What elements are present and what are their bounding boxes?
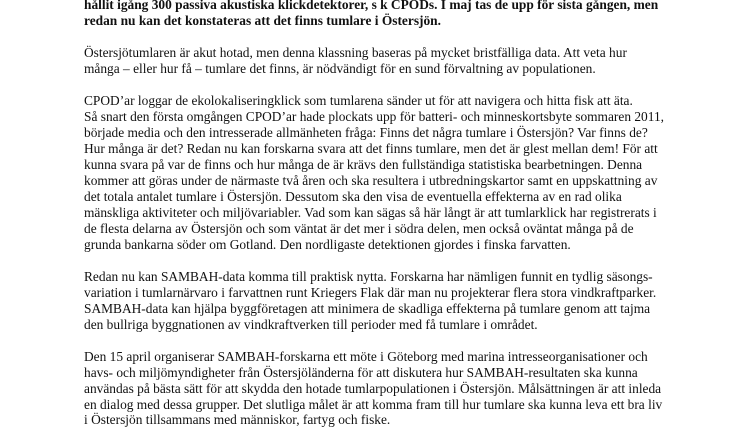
paragraph-3-line-4: den bullriga byggnationen av vindkraftverken till perioder med få tumlare i området. [84, 317, 538, 332]
paragraph-2-line-4: Hur många är det? Redan nu kan forskarna svara att det finns tumlare, men det är glest mellan dem! För att [84, 141, 658, 156]
paragraph-2-line-3: började media och den intresserade allmänheten fråga: Finns det några tumlare i Östersjön? Var finns de? [84, 125, 648, 140]
paragraph-2-line-6: kommer att göras under de närmaste två åren och ska resultera i utbredningskartor samt en uppskattning av [84, 173, 658, 188]
paragraph-2-line-8: mänskliga aktiviteter och miljövariabler. Vad som kan sägas så här långt är att tumlarklick har registrerats i [84, 205, 657, 220]
intro-line-2: redan nu kan det konstateras att det finns tumlare i Östersjön. [84, 13, 441, 28]
paragraph-4-line-1: Den 15 april organiserar SAMBAH-forskarna ett möte i Göteborg med marina intresseorganisationer och [84, 349, 648, 364]
paragraph-2-line-7: det totala antalet tumlare i Östersjön. Dessutom ska den visa de eventuella effekterna av en rad olika [84, 189, 622, 204]
intro-line-1: hållit igång 300 passiva akustiska klickdetektorer, s k CPODs. I maj tas de upp för sista gången, men [84, 0, 659, 12]
paragraph-3-line-1: Redan nu kan SAMBAH-data komma till praktisk nytta. Forskarna har nämligen funnit en tydlig säsongs- [84, 269, 653, 284]
paragraph-2-line-10: grunda bankarna söder om Gotland. Den nordligaste detektionen gjordes i finska farvatten. [84, 237, 571, 252]
paragraph-2-line-2: Så snart den första omgången CPOD’ar hade plockats upp för batteri- och minneskortsbyte sommaren 2011, [84, 109, 664, 124]
paragraph-1-line-2: många – eller hur få – tumlare det finns, är nödvändigt för en sund förvaltning av populationen. [84, 61, 596, 76]
paragraph-2-line-9: de flesta delarna av Östersjön och som väntat är det mer i södra delen, men också oväntat många på de [84, 221, 634, 236]
paragraph-2-line-1: CPOD’ar loggar de ekolokaliseringklick som tumlarena sänder ut för att navigera och hitta fisk att äta. [84, 93, 633, 108]
paragraph-4-line-2: havs- och miljömyndigheter från Östersjöländerna för att diskutera hur SAMBAH-resultaten ska kunna [84, 365, 638, 380]
paragraph-2-line-5: kunna svara på var de finns och hur många de är krävs den fullständiga statistiska bearbetningen. Denna [84, 157, 643, 172]
paragraph-1-line-1: Östersjötumlaren är akut hotad, men denna klassning baseras på mycket bristfälliga data. Att veta hur [84, 45, 627, 60]
paragraph-4-line-3: användas på bästa sätt för att skydda den hotade tumlarpopulationen i Östersjön. Målsättningen är att inleda [84, 381, 662, 396]
paragraph-3-line-2: variation i tumlarnärvaro i farvattnen runt Kriegers Flak där man nu projekterar flera stora vindkraftparker. [84, 285, 657, 300]
paragraph-3-line-3: SAMBAH-data kan hjälpa byggföretagen att minimera de skadliga effekterna på tumlare genom att tajma [84, 301, 651, 316]
paragraph-4-line-4: en dialog med dessa grupper. Det slutliga målet är att komma fram till hur tumlare ska kunna leva ett bra liv [84, 397, 663, 412]
paragraph-4-line-5: i Östersjön tillsammans med människor, fartyg och fiske. [84, 412, 391, 427]
